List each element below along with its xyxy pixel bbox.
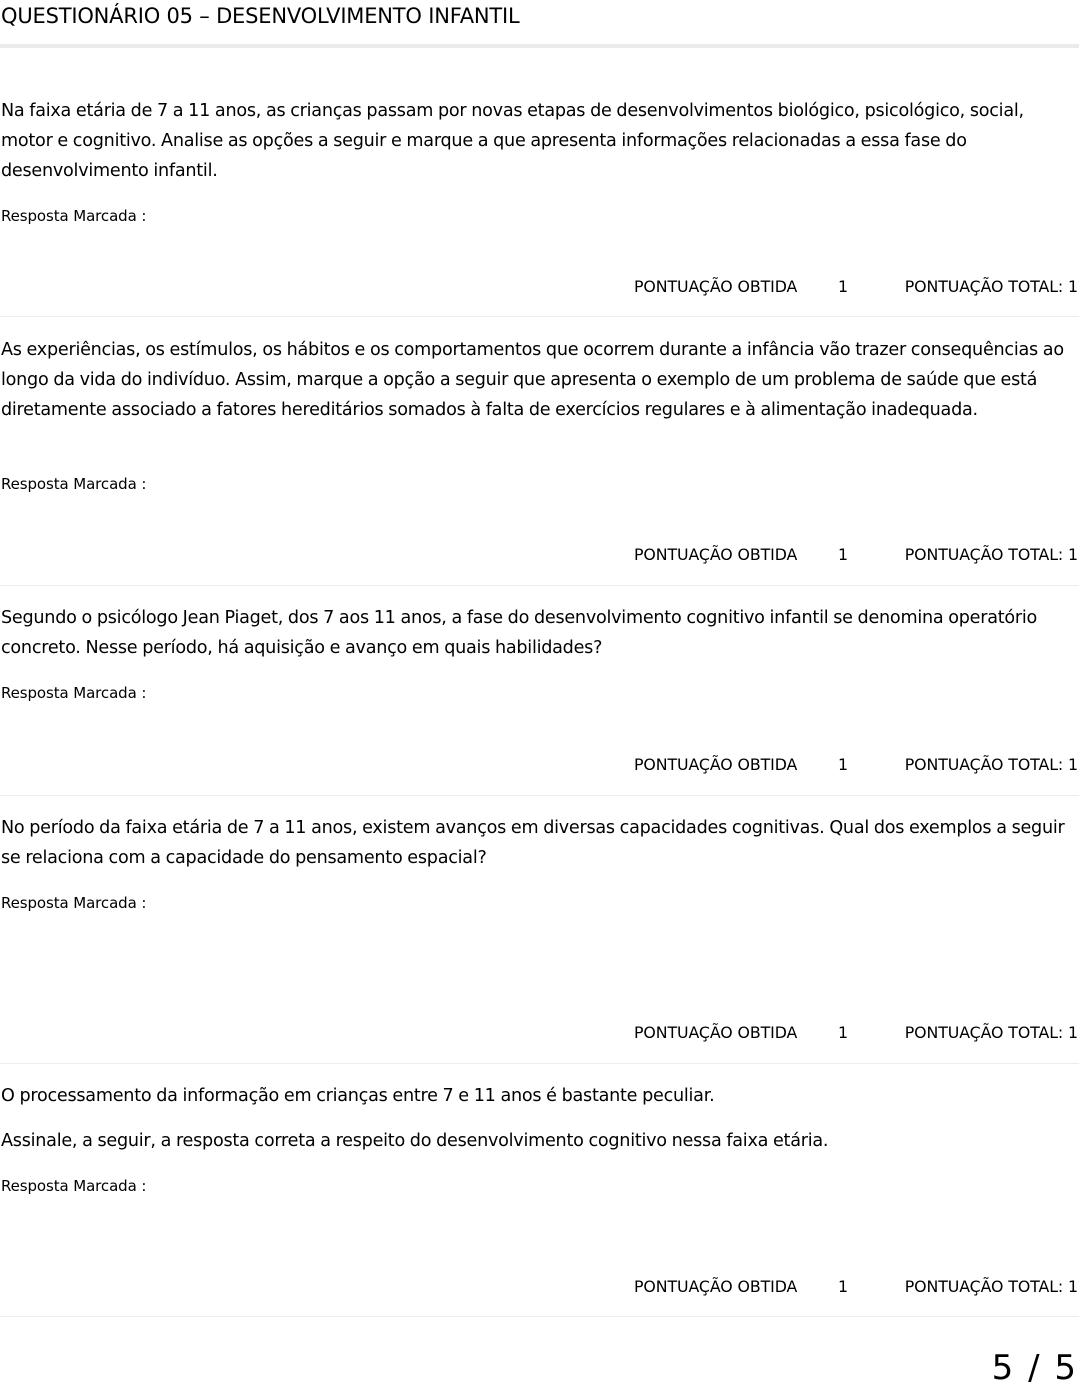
score-obtained-value: 1 — [838, 755, 848, 774]
question-text: Na faixa etária de 7 a 11 anos, as crianças passam por novas etapas de desenvolvimentos biológico, psicológico, social, motor e cognitivo. Analise as opções a seguir e marque a que apresenta informações relacionadas a essa fase do desenvolvimento infantil. — [1, 101, 1024, 181]
score-row — [0, 276, 1079, 298]
question-block — [0, 335, 1079, 425]
score-row — [0, 1022, 1079, 1044]
question-text: O processamento da informação em crianças entre 7 e 11 anos é bastante peculiar. — [1, 1086, 715, 1106]
score-total: PONTUAÇÃO TOTAL: 1 — [904, 545, 1078, 564]
score-obtained-value: 1 — [838, 545, 848, 564]
question-text: No período da faixa etária de 7 a 11 anos, existem avanços em diversas capacidades cognitivas. Qual dos exemplos a seguir se relaciona com a capacidade do pensamento espacial? — [1, 818, 1065, 868]
score-obtained-label: PONTUAÇÃO OBTIDA — [634, 277, 798, 296]
score-row — [0, 544, 1079, 566]
score-row — [0, 1276, 1079, 1298]
question-divider — [0, 1316, 1079, 1317]
score-obtained-label: PONTUAÇÃO OBTIDA — [634, 545, 798, 564]
question-block — [0, 96, 1079, 186]
question-block — [0, 813, 1079, 873]
question-divider — [0, 795, 1079, 796]
answer-label: Resposta Marcada : — [1, 475, 147, 493]
score-obtained-value: 1 — [838, 1023, 848, 1042]
question-divider — [0, 1063, 1079, 1064]
score-obtained-label: PONTUAÇÃO OBTIDA — [634, 1023, 798, 1042]
page-title: QUESTIONÁRIO 05 – DESENVOLVIMENTO INFANTIL — [1, 4, 520, 28]
score-obtained-label: PONTUAÇÃO OBTIDA — [634, 755, 798, 774]
score-total: PONTUAÇÃO TOTAL: 1 — [904, 1023, 1078, 1042]
score-obtained-value: 1 — [838, 1277, 848, 1296]
question-divider — [0, 585, 1079, 586]
score-row — [0, 754, 1079, 776]
question-text: Assinale, a seguir, a resposta correta a respeito do desenvolvimento cognitivo nessa faixa etária. — [1, 1131, 829, 1151]
score-total: PONTUAÇÃO TOTAL: 1 — [904, 1277, 1078, 1296]
question-text: Segundo o psicólogo Jean Piaget, dos 7 aos 11 anos, a fase do desenvolvimento cognitivo infantil se denomina operatório concreto. Nesse período, há aquisição e avanço em quais habilidades? — [1, 608, 1038, 658]
score-obtained-label: PONTUAÇÃO OBTIDA — [634, 1277, 798, 1296]
question-block — [0, 603, 1079, 663]
score-total: PONTUAÇÃO TOTAL: 1 — [904, 755, 1078, 774]
question-block — [0, 1081, 1079, 1156]
answer-label: Resposta Marcada : — [1, 894, 147, 912]
answer-label: Resposta Marcada : — [1, 1177, 147, 1195]
question-text: As experiências, os estímulos, os hábitos e os comportamentos que ocorrem durante a infância vão trazer consequências ao longo da vida do indivíduo. Assim, marque a opção a seguir que apresenta o exemplo de um problema de saúde que está diretamente associado a fatores hereditários somados à falta de exercícios regulares e à alimentação inadequada. — [1, 340, 1064, 420]
score-total: PONTUAÇÃO TOTAL: 1 — [904, 277, 1078, 296]
answer-label: Resposta Marcada : — [1, 684, 147, 702]
page-indicator: 5 / 5 — [991, 1348, 1078, 1388]
title-divider — [0, 44, 1079, 48]
answer-label: Resposta Marcada : — [1, 207, 147, 225]
question-divider — [0, 316, 1079, 317]
score-obtained-value: 1 — [838, 277, 848, 296]
